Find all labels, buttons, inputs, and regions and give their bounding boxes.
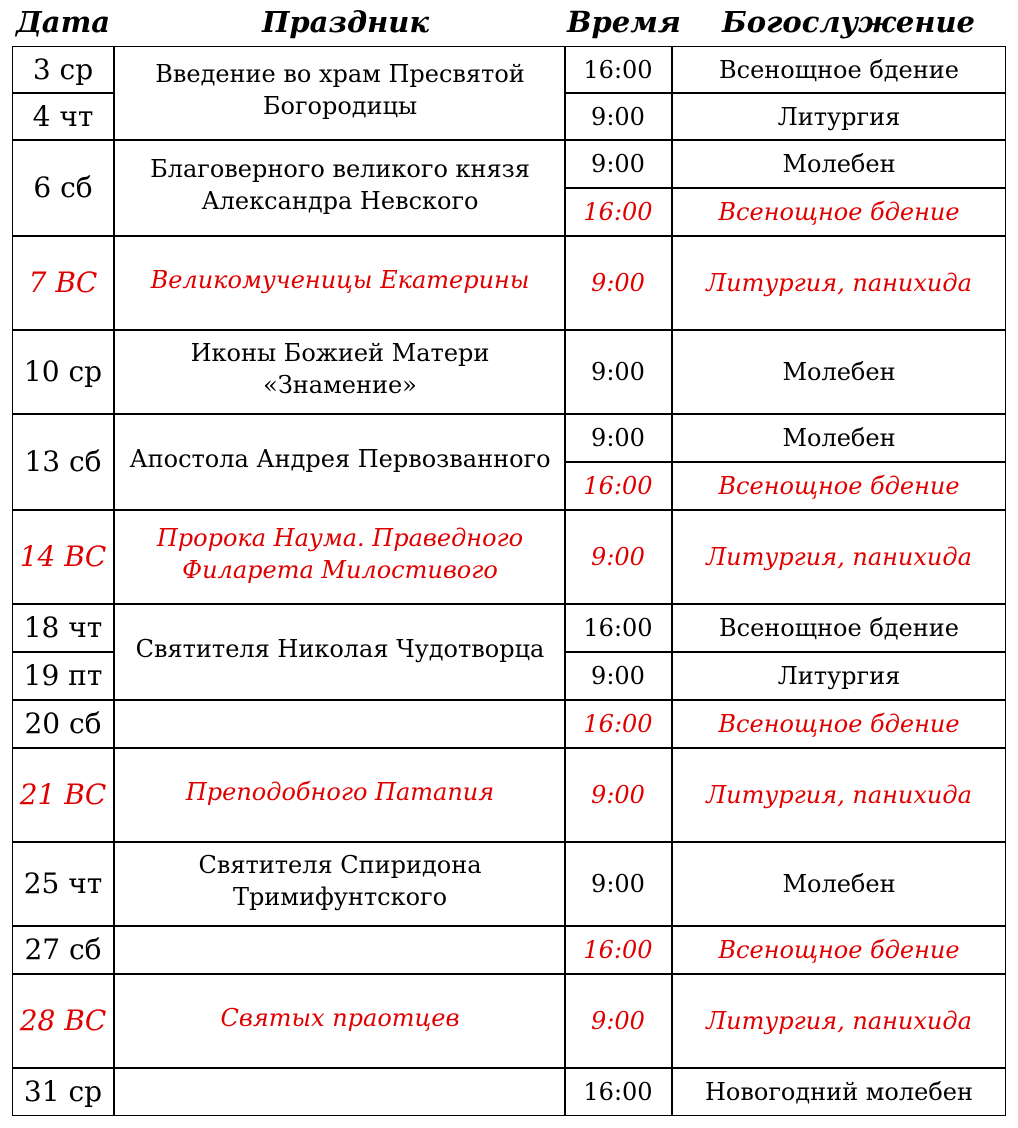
date-label: 6 сб [33,171,93,204]
feast-name-line: Святых праотцев [220,1004,460,1032]
date-label: 27 сб [24,933,102,966]
service-name: Молебен [782,150,896,178]
service-name: Литургия [777,662,901,690]
date-cell [12,748,114,842]
service-time: 9:00 [591,543,645,571]
service-time: 9:00 [591,269,645,297]
service-cell [672,236,1006,330]
date-label: 21 ВС [19,778,107,811]
date-label: 20 сб [24,707,102,740]
date-cell [12,414,114,510]
service-name: Всенощное бдение [718,472,960,500]
date-cell [12,604,114,652]
feast-name-line: Александра Невского [201,187,479,215]
date-label: 25 чт [23,867,103,900]
service-name: Молебен [782,424,896,452]
service-cell [672,188,1006,236]
time-cell [564,188,672,236]
date-cell [12,330,114,414]
feast-name-line: Благоверного великого князя [150,155,530,183]
time-cell [564,140,672,188]
service-time: 9:00 [591,781,645,809]
date-label: 3 ср [32,52,94,86]
time-cell [564,1068,672,1116]
date-cell [12,46,114,93]
time-cell [564,330,672,414]
feast-cell [114,748,566,842]
service-name: Всенощное бдение [719,614,959,642]
service-cell [672,842,1006,926]
service-cell [672,330,1006,414]
service-name: Всенощное бдение [719,55,959,84]
date-label: 31 ср [23,1075,103,1108]
time-cell [564,414,672,462]
date-label: 10 ср [23,355,103,388]
time-cell [564,748,672,842]
service-time: 16:00 [583,936,653,964]
service-time: 16:00 [583,472,653,500]
feast-cell [114,604,566,700]
service-cell [672,748,1006,842]
feast-name-line: Иконы Божией Матери [190,339,490,367]
service-name: Литургия [777,102,901,131]
time-cell [564,46,672,93]
service-cell [672,510,1006,604]
feast-name-line: Великомученицы Екатерины [150,266,530,294]
time-cell [564,93,672,140]
feast-cell [114,974,566,1068]
service-name: Всенощное бдение [718,710,960,738]
date-label: 19 пт [23,659,103,692]
service-name: Молебен [782,358,896,386]
date-label: 13 сб [24,445,102,478]
date-label: 7 ВС [28,266,98,299]
feast-cell [114,1068,566,1116]
time-cell [564,700,672,748]
service-time: 16:00 [583,614,653,642]
service-time: 9:00 [591,424,645,452]
service-cell [672,414,1006,462]
date-cell [12,510,114,604]
feast-name-line: Святителя Николая Чудотворца [135,635,545,663]
feast-name-line: Святителя Спиридона [198,851,482,879]
service-cell [672,1068,1006,1116]
service-name: Литургия, панихида [706,543,972,571]
feast-name-line: Введение во храм Пресвятой [155,60,525,88]
feast-cell [114,140,566,236]
date-cell [12,1068,114,1116]
time-cell [564,604,672,652]
feast-name-line: «Знамение» [263,371,417,399]
date-label: 4 чт [32,99,94,133]
service-time: 16:00 [583,1078,653,1106]
date-label: 18 чт [23,611,103,644]
header-date: Дата [16,5,111,39]
service-time: 16:00 [583,710,653,738]
date-cell [12,700,114,748]
time-cell [564,926,672,974]
date-cell [12,93,114,140]
date-label: 14 ВС [19,540,107,573]
feast-cell [114,46,566,140]
time-cell [564,462,672,510]
service-name: Литургия, панихида [706,269,972,297]
time-cell [564,652,672,700]
service-name: Всенощное бдение [718,198,960,226]
service-time: 9:00 [591,662,645,690]
feast-name-line: Пророка Наума. Праведного [156,524,524,552]
feast-cell [114,700,566,748]
header-service: Богослужение [722,5,975,39]
feast-cell [114,842,566,926]
feast-name-line: Филарета Милостивого [182,556,498,584]
service-cell [672,604,1006,652]
table-header [0,0,1018,44]
service-name: Литургия, панихида [706,1007,972,1035]
date-cell [12,652,114,700]
service-name: Литургия, панихида [706,781,972,809]
time-cell [564,842,672,926]
header-time: Время [567,5,681,39]
service-name: Всенощное бдение [718,936,960,964]
feast-name-line: Апостола Андрея Первозванного [129,445,551,473]
date-cell [12,842,114,926]
service-time: 9:00 [591,150,645,178]
service-time: 9:00 [591,1007,645,1035]
feast-cell [114,236,566,330]
service-time: 9:00 [591,870,645,898]
service-cell [672,700,1006,748]
header-feast: Праздник [262,5,429,39]
service-time: 9:00 [591,102,645,131]
service-name: Молебен [782,870,896,898]
feast-name-line: Богородицы [262,92,418,120]
feast-cell [114,414,566,510]
service-cell [672,93,1006,140]
date-cell [12,974,114,1068]
date-cell [12,236,114,330]
feast-cell [114,926,566,974]
schedule-table [12,44,1006,1116]
date-cell [12,926,114,974]
service-cell [672,140,1006,188]
service-name: Новогодний молебен [705,1078,973,1106]
date-cell [12,140,114,236]
service-cell [672,974,1006,1068]
feast-cell [114,330,566,414]
service-time: 9:00 [591,358,645,386]
service-cell [672,46,1006,93]
service-cell [672,462,1006,510]
time-cell [564,510,672,604]
feast-name-line: Преподобного Патапия [185,778,495,806]
time-cell [564,236,672,330]
service-cell [672,652,1006,700]
time-cell [564,974,672,1068]
date-label: 28 ВС [19,1004,107,1037]
service-time: 16:00 [583,55,653,84]
feast-cell [114,510,566,604]
service-time: 16:00 [583,198,653,226]
service-cell [672,926,1006,974]
feast-name-line: Тримифунтского [232,883,448,911]
